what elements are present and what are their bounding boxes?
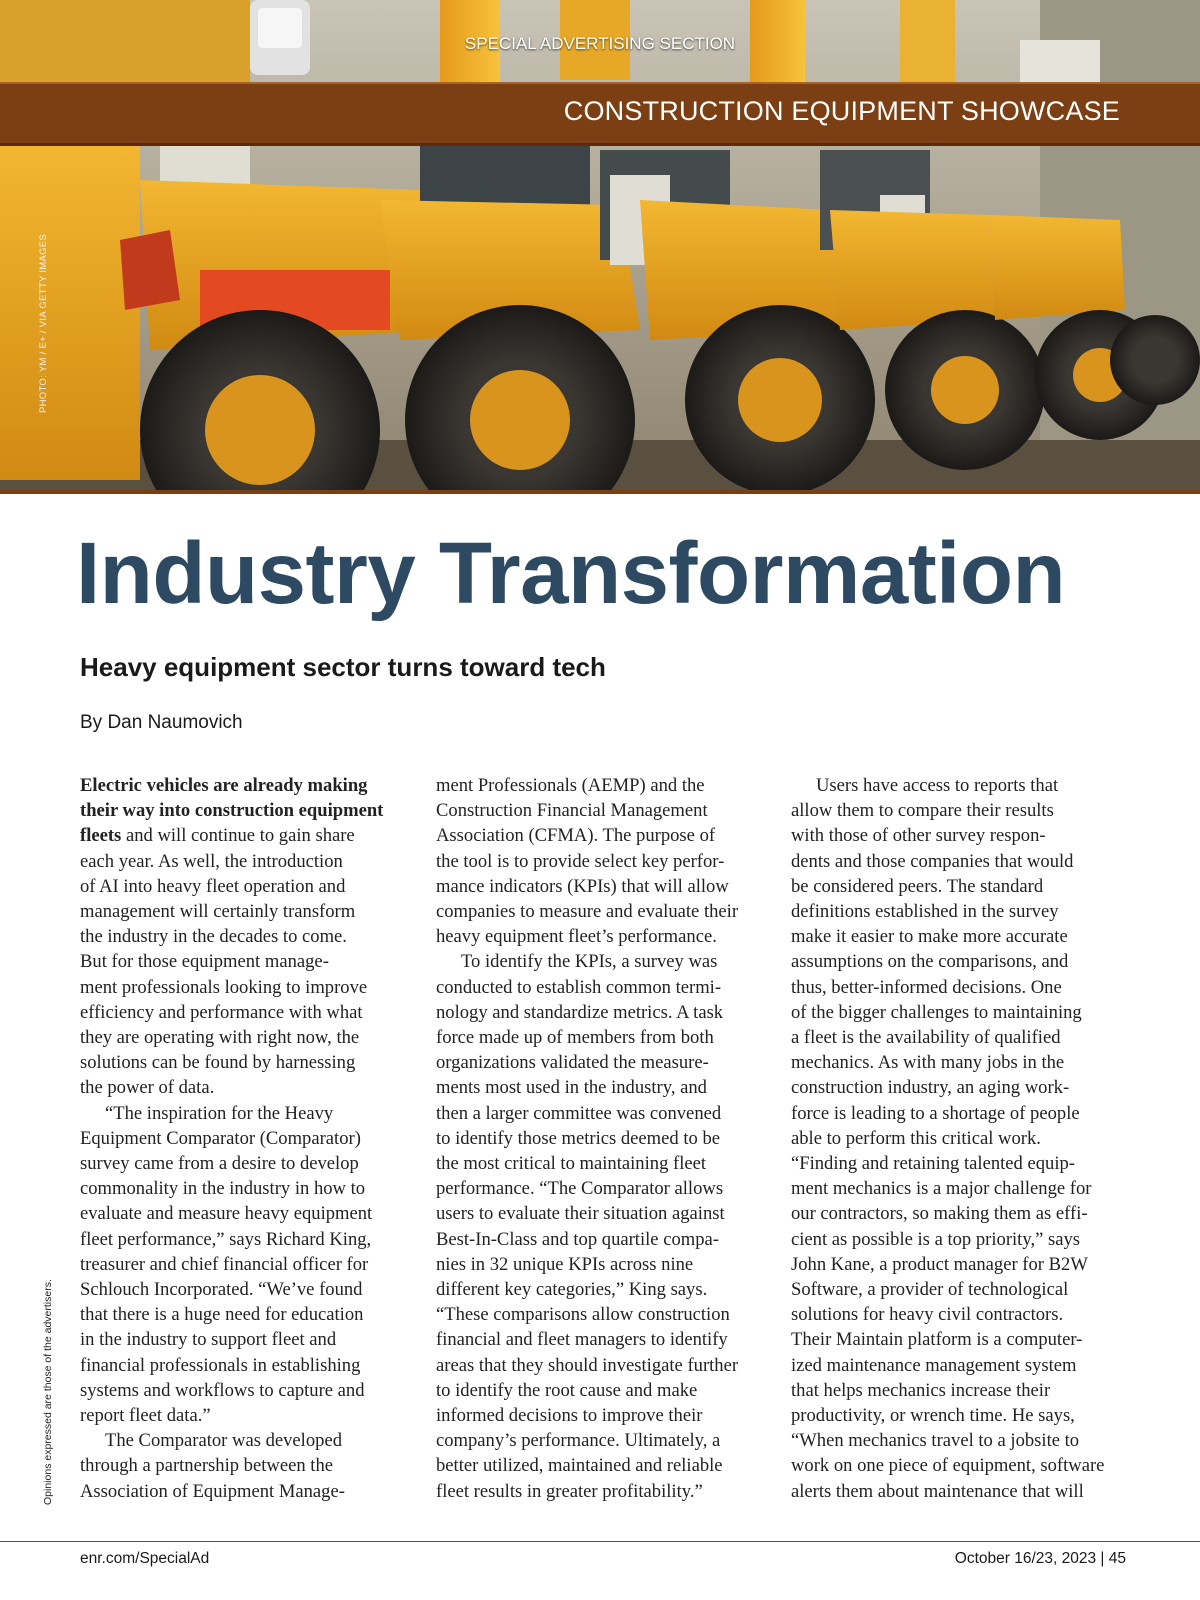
body-line: of AI into heavy fleet operation and xyxy=(80,875,346,897)
body-line: ments most used in the industry, and xyxy=(436,1077,707,1099)
body-line: that there is a huge need for education xyxy=(80,1304,364,1326)
body-line: But for those equipment manage- xyxy=(80,951,329,973)
footer-url[interactable]: enr.com/SpecialAd xyxy=(80,1550,210,1567)
disclaimer-sidenote: Opinions expressed are those of the advertisers. xyxy=(42,1279,54,1505)
footer-divider xyxy=(0,1541,1200,1542)
body-line: Schlouch Incorporated. “We’ve found xyxy=(80,1279,363,1301)
body-column-3 xyxy=(791,773,1121,1504)
lead-text: Electric vehicles are already making xyxy=(80,775,368,796)
body-line: “The inspiration for the Heavy xyxy=(105,1102,334,1124)
body-line: performance. “The Comparator allows xyxy=(436,1178,724,1200)
photo-credit: PHOTO: YM / E+ / VIA GETTY IMAGES xyxy=(38,233,49,413)
body-line: the industry in the decades to come. xyxy=(80,926,347,948)
body-line: ment mechanics is a major challenge for xyxy=(791,1178,1092,1200)
body-line: company’s performance. Ultimately, a xyxy=(436,1430,721,1452)
body-line: allow them to compare their results xyxy=(791,800,1054,822)
body-line: nology and standardize metrics. A task xyxy=(436,1001,724,1023)
body-line: with those of other survey respon- xyxy=(791,825,1046,847)
body-line: make it easier to make more accurate xyxy=(791,926,1068,948)
divider xyxy=(0,490,1200,494)
body-line: construction industry, an aging work- xyxy=(791,1077,1070,1099)
body-line: Association (CFMA). The purpose of xyxy=(436,825,716,847)
body-line: Association of Equipment Manage- xyxy=(80,1480,345,1502)
body-line: Best-In-Class and top quartile compa- xyxy=(436,1228,719,1250)
body-line: “These comparisons allow construction xyxy=(436,1304,730,1326)
byline: By Dan Naumovich xyxy=(80,712,243,733)
headline: Industry Transformation xyxy=(76,525,1066,622)
body-line: nies in 32 unique KPIs across nine xyxy=(436,1253,694,1275)
section-title: CONSTRUCTION EQUIPMENT SHOWCASE xyxy=(563,96,1120,126)
body-line: fleet performance,” says Richard King, xyxy=(80,1228,372,1250)
body-line: “When mechanics travel to a jobsite to xyxy=(791,1430,1080,1452)
body-line: definitions established in the survey xyxy=(791,901,1059,923)
body-line: then a larger committee was convened xyxy=(436,1102,722,1124)
hero-photo xyxy=(0,0,1200,492)
body-line: cient as possible is a top priority,” says xyxy=(791,1228,1081,1250)
body-line: Software, a provider of technological xyxy=(791,1279,1069,1301)
body-line: areas that they should investigate further xyxy=(436,1354,739,1376)
body-line: the tool is to provide select key perfor- xyxy=(436,850,725,872)
body-line: work on one piece of equipment, software xyxy=(791,1455,1105,1477)
body-line: ment professionals looking to improve xyxy=(80,976,368,998)
body-line: To identify the KPIs, a survey was xyxy=(461,951,718,973)
body-line: Equipment Comparator (Comparator) xyxy=(80,1127,361,1149)
backhoe-loaders-illustration xyxy=(0,0,1200,492)
deck-subtitle: Heavy equipment sector turns toward tech xyxy=(80,652,606,682)
body-line: systems and workflows to capture and xyxy=(80,1379,365,1401)
body-line: survey came from a desire to develop xyxy=(80,1153,359,1175)
body-line: be considered peers. The standard xyxy=(791,875,1044,897)
body-line: different key categories,” King says. xyxy=(436,1279,708,1301)
body-line: commonality in the industry in how to xyxy=(80,1178,366,1200)
body-line: assumptions on the comparisons, and xyxy=(791,951,1069,973)
body-column-1 xyxy=(80,773,410,1504)
body-line: our contractors, so making them as effi- xyxy=(791,1203,1088,1225)
body-line: financial professionals in establishing xyxy=(80,1354,361,1376)
section-banner xyxy=(0,82,1200,146)
body-line: efficiency and performance with what xyxy=(80,1001,363,1023)
lead-text: their way into construction equipment xyxy=(80,800,384,822)
body-line: Users have access to reports that xyxy=(816,775,1059,796)
body-line: a fleet is the availability of qualified xyxy=(791,1027,1061,1049)
body-column-2 xyxy=(436,773,766,1504)
body-line: organizations validated the measure- xyxy=(436,1052,709,1074)
body-line: treasurer and chief financial officer for xyxy=(80,1253,369,1275)
body-line: solutions can be found by harnessing xyxy=(80,1052,356,1074)
body-line: “Finding and retaining talented equip- xyxy=(791,1153,1075,1175)
body-line: financial and fleet managers to identify xyxy=(436,1329,728,1351)
body-line: ized maintenance management system xyxy=(791,1354,1077,1376)
body-line: of the bigger challenges to maintaining xyxy=(791,1001,1082,1023)
body-line: to identify those metrics deemed to be xyxy=(436,1127,720,1149)
body-line: fleet results in greater profitability.” xyxy=(436,1480,703,1502)
body-line: heavy equipment fleet’s performance. xyxy=(436,926,717,948)
body-line: Construction Financial Management xyxy=(436,800,708,822)
body-text: and will continue to gain share xyxy=(121,825,355,847)
body-line: force is leading to a shortage of people xyxy=(791,1102,1080,1124)
body-line: force made up of members from both xyxy=(436,1027,714,1049)
body-line: conducted to establish common termi- xyxy=(436,976,722,998)
body-line: they are operating with right now, the xyxy=(80,1027,360,1049)
body-line: each year. As well, the introduction xyxy=(80,850,343,872)
body-line: able to perform this critical work. xyxy=(791,1127,1041,1149)
body-line: thus, better-informed decisions. One xyxy=(791,976,1062,998)
body-line: that helps mechanics increase their xyxy=(791,1379,1051,1401)
body-line: evaluate and measure heavy equipment xyxy=(80,1203,373,1225)
body-line: report fleet data.” xyxy=(80,1405,211,1427)
body-line: alerts them about maintenance that will xyxy=(791,1480,1084,1502)
special-advertising-label: SPECIAL ADVERTISING SECTION xyxy=(464,34,736,53)
body-line: Their Maintain platform is a computer- xyxy=(791,1329,1083,1351)
body-line: the power of data. xyxy=(80,1077,215,1099)
body-line: informed decisions to improve their xyxy=(436,1405,703,1427)
body-line: better utilized, maintained and reliable xyxy=(436,1455,723,1477)
body-line: ment Professionals (AEMP) and the xyxy=(436,775,705,796)
lead-text: fleets xyxy=(80,825,122,847)
body-line: mechanics. As with many jobs in the xyxy=(791,1052,1065,1074)
body-line: through a partnership between the xyxy=(80,1455,333,1477)
body-line: in the industry to support fleet and xyxy=(80,1329,337,1351)
body-line: dents and those companies that would xyxy=(791,850,1074,872)
body-line: John Kane, a product manager for B2W xyxy=(791,1253,1088,1275)
body-line: users to evaluate their situation against xyxy=(436,1203,725,1225)
body-line: management will certainly transform xyxy=(80,901,356,923)
body-line: solutions for heavy civil contractors. xyxy=(791,1304,1064,1326)
body-line: The Comparator was developed xyxy=(105,1430,342,1452)
body-line: companies to measure and evaluate their xyxy=(436,901,739,923)
body-line: the most critical to maintaining fleet xyxy=(436,1153,707,1175)
footer-date-page: October 16/23, 2023 | 45 xyxy=(954,1550,1126,1567)
body-line: productivity, or wrench time. He says, xyxy=(791,1405,1075,1427)
body-line: mance indicators (KPIs) that will allow xyxy=(436,875,729,897)
body-line: to identify the root cause and make xyxy=(436,1379,698,1401)
